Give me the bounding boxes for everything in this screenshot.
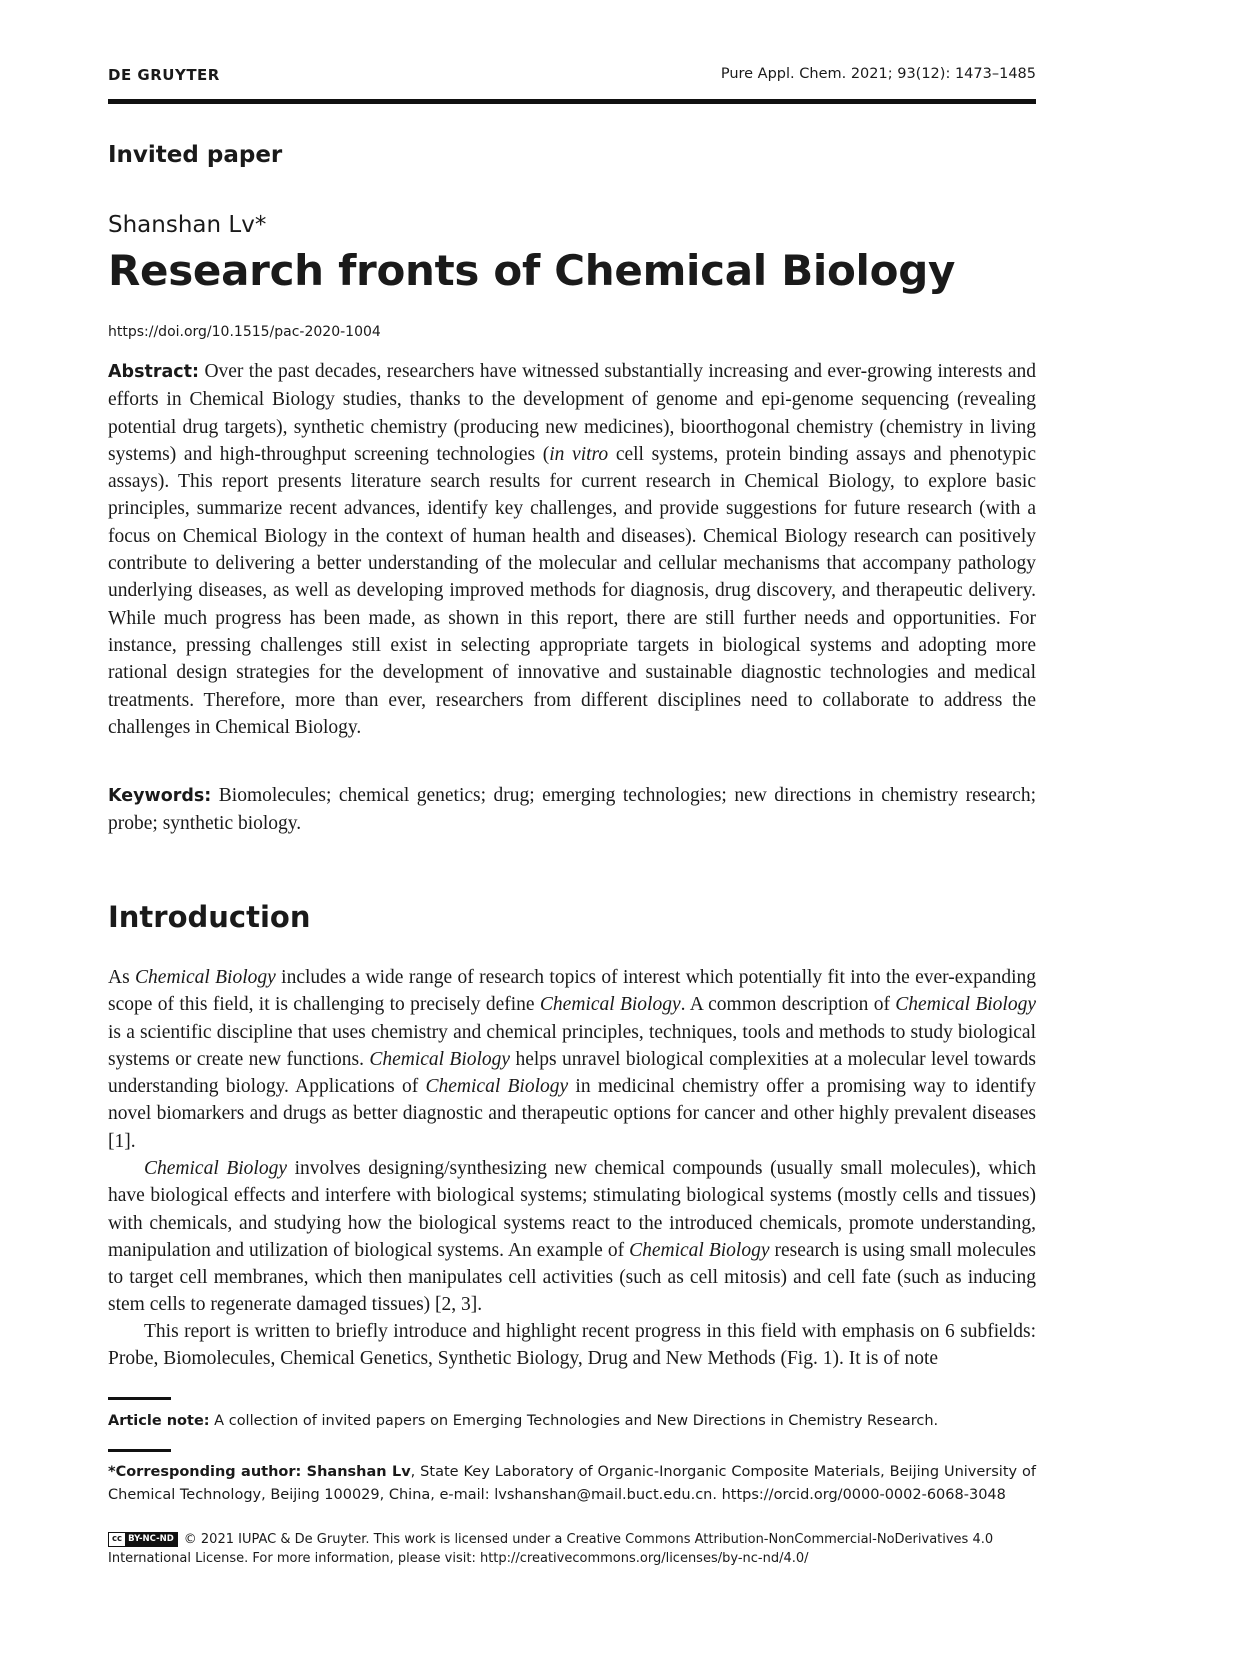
abstract-text-1: Over the past decades, researchers have witnessed substantially increasing and ever-growing interests and efforts in Chemical Biology studies, thanks to the development of genome and epi-genome sequencing (revealing potential drug targets), synthetic chemistry (producing new medicines), bioorthogonal chemistry (chemistry in living systems) and high-throughput screening technologies ( (108, 361, 1037, 465)
intro-term: Chemical Biology (144, 1158, 287, 1179)
intro-paragraph-3: This report is written to briefly introduce and highlight recent progress in this field with emphasis on 6 subfields: Probe, Biomolecules, Chemical Genetics, Synthetic Biology, Drug and New Methods (Fig. 1). It is of note (108, 1321, 1036, 1370)
intro-p1-text: helps unravel biological complexities at a molecular level towards understanding biology. Applications of (108, 1048, 1037, 1098)
abstract-label: Abstract: (108, 362, 200, 382)
intro-p1-text: in medicinal chemistry offer a promising way to identify novel biomarkers and drugs as better diagnostic and therapeutic options for cancer and other highly prevalent diseases [1]. (108, 1076, 1037, 1152)
article-note (108, 1410, 1036, 1433)
abstract-italic: in vitro (549, 443, 609, 465)
article-note-text: A collection of invited papers on Emerging Technologies and New Directions in Chemistry Research. (209, 1413, 939, 1429)
section-heading-introduction: Introduction (108, 900, 311, 934)
intro-paragraph-1 (108, 964, 1036, 1155)
corresponding-author-text: , State Key Laboratory of Organic-Inorganic Composite Materials, Beijing University of Chemical Technology, Beijing 100029, China, e-mail: lvshanshan@mail.buct.edu.cn. https://orcid.org/0000-0002-6068-3048 (108, 1464, 1036, 1503)
header-rule (108, 99, 1036, 104)
intro-p1-text: As (108, 967, 136, 988)
intro-p2-text: research is using small molecules to target cell membranes, which then manipulates cell activities (such as cell mitosis) and cell fate (such as inducing stem cells to regenerate damaged tissues) [2, 3]. (108, 1239, 1037, 1316)
keywords-label: Keywords: (108, 786, 212, 806)
intro-p1-text: includes a wide range of research topics of interest which potentially fit into the ever-expanding scope of this field, it is challenging to precisely define (108, 967, 1037, 1016)
intro-term: Chemical Biology (135, 967, 276, 988)
keywords-text: Biomolecules; chemical genetics; drug; emerging technologies; new directions in chemistry research; probe; synthetic biology. (108, 785, 1037, 835)
keywords (108, 782, 1036, 838)
corresponding-author-note (108, 1461, 1036, 1507)
intro-term: Chemical Biology (425, 1076, 569, 1098)
running-header (108, 66, 1036, 88)
cc-badge-right: BY-NC-ND (125, 1533, 177, 1546)
abstract-text-2: cell systems, protein binding assays and phenotypic assays). This report presents literature search results for current research in Chemical Biology, to explore basic principles, summarize recent advances, identify key challenges, and provide suggestions for future research (with a focus on Chemical Biology in the context of human health and diseases). Chemical Biology research can positively contribute to delivering a better understanding of the molecular and cellular mechanisms that accompany pathology underlying diseases, as well as developing improved methods for diagnosis, drug discovery, and therapeutic delivery. While much progress has been made, as shown in this report, there are still further needs and opportunities. For instance, pressing challenges still exist in selecting appropriate targets in biological systems and adopting more rational design strategies for the development of innovative and sustainable diagnostic technologies and medical treatments. Therefore, more than ever, researchers from different disciplines need to collaborate to address the challenges in Chemical Biology. (108, 443, 1036, 738)
license-text: © 2021 IUPAC & De Gruyter. This work is licensed under a Creative Commons Attribution-NonCommercial-NoDerivatives 4.0 International License. For more information, please visit: http://creativecommons.org/licenses/by-nc-nd/4.0/ (108, 1532, 994, 1566)
intro-term: Chemical Biology (629, 1239, 770, 1261)
intro-p1-text: . A common description of (680, 994, 896, 1016)
paper-title: Research fronts of Chemical Biology (108, 246, 956, 295)
intro-p1-text: is a scientific discipline that uses chemistry and chemical principles, techniques, tools and methods to study biological systems or create new functions. (108, 1021, 1036, 1070)
doi-link[interactable]: https://doi.org/10.1515/pac-2020-1004 (108, 324, 381, 340)
license-statement (108, 1530, 1036, 1568)
author-name: Shanshan Lv* (108, 212, 267, 238)
abstract (108, 358, 1036, 741)
footnote-rule (108, 1397, 171, 1400)
publisher-name: DE GRUYTER (108, 66, 220, 84)
paper-type: Invited paper (108, 142, 283, 168)
cc-license-icon[interactable] (108, 1532, 178, 1547)
intro-paragraph-2 (108, 1155, 1036, 1319)
cc-badge-left: cc (109, 1533, 125, 1546)
corresponding-author-label: *Corresponding author: Shanshan Lv (108, 1464, 411, 1480)
footnote-rule (108, 1449, 171, 1452)
intro-term: Chemical Biology (369, 1048, 511, 1070)
journal-citation: Pure Appl. Chem. 2021; 93(12): 1473–1485 (720, 66, 1036, 82)
intro-term: Chemical Biology (539, 994, 681, 1016)
intro-p2-text: involves designing/synthesizing new chemical compounds (usually small molecules), which have biological effects and interfere with biological systems; stimulating biological systems (mostly cells and tissues) with chemicals, and studying how the biological systems react to the introduced chemicals, promote understanding, manipulation and utilization of biological systems. An example of (108, 1158, 1036, 1261)
article-note-label: Article note: (108, 1413, 210, 1429)
intro-term: Chemical Biology (895, 994, 1037, 1016)
